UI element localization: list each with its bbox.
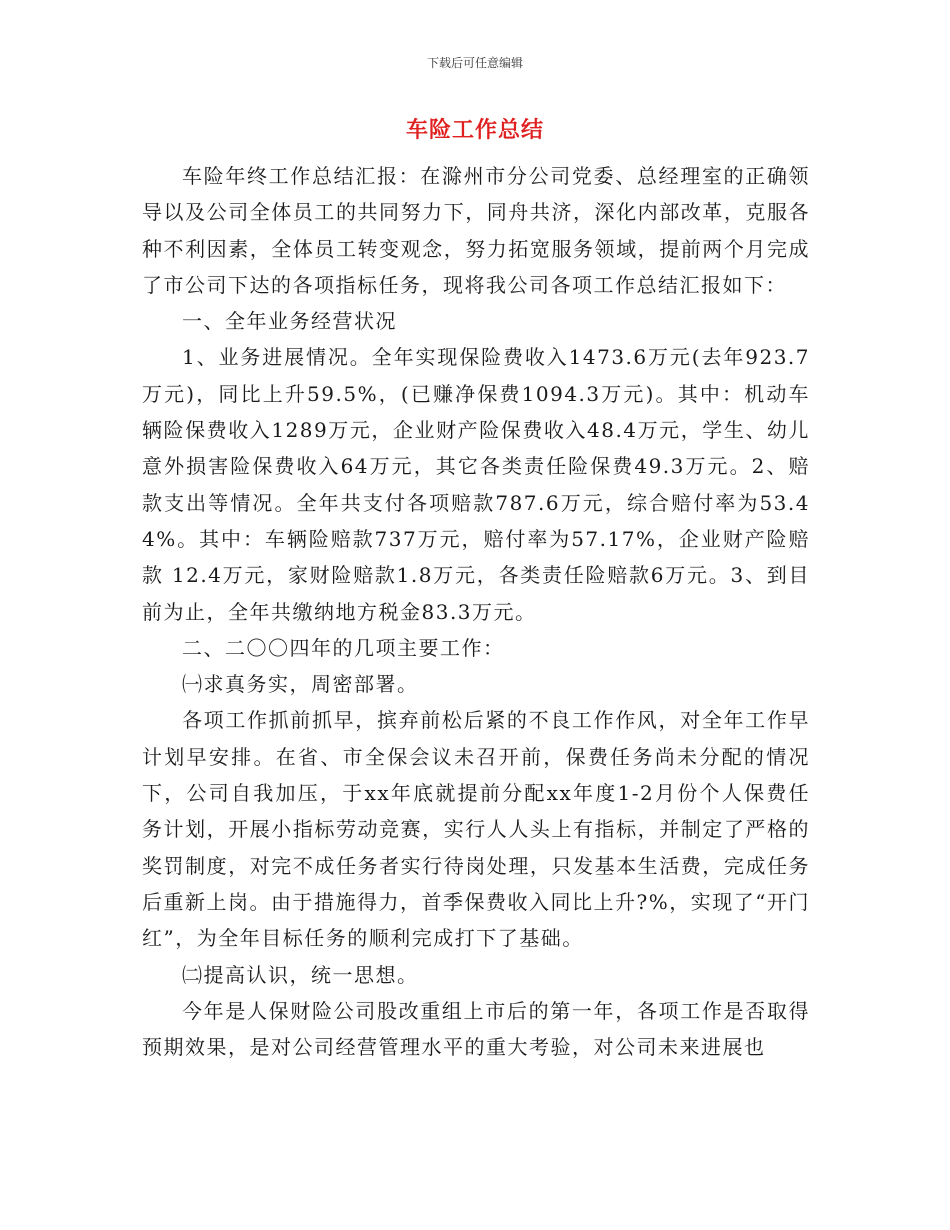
subsection-heading-1: ㈠求真务实，周密部署。 [182,672,419,697]
paragraph-awareness: 今年是人保财险公司股改重组上市后的第一年，各项工作是否取得预期效果，是对公司经营管理水平的重大考验，对公司未来进展也 [142,998,810,1060]
paragraph-business-status: 1、业务进展情况。全年实现保险费收入1473.6万元(去年923.7万元)，同比上升59.5%，(已赚净保费1094.3万元)。其中：机动车辆险保费收入1289万元，企业财产险保费收入48.4万元，学生、幼儿意外损害险保费收入64万元，其它各类责任险保费49.3万元。2、赔款支出等情况。全年共支付各项赔款787.6万元，综合赔付率为53.44%。其中：车辆险赔款737万元，赔付率为57.17%，企业财产险赔款 12.4万元，家财险赔款1.8万元，各类责任险赔款6万元。3、到目前为止，全年共缴纳地方税金83.3万元。 [142,345,810,624]
document-title: 车险工作总结 [405,118,544,143]
section-heading-2: 二、二〇〇四年的几项主要工作： [182,635,505,660]
paragraph-intro: 车险年终工作总结汇报：在滁州市分公司党委、总经理室的正确领导以及公司全体员工的共同努力下，同舟共济，深化内部改革，克服各种不利因素，全体员工转变观念，努力拓宽服务领域，提前两个月完成了市公司下达的各项指标任务，现将我公司各项工作总结汇报如下： [142,164,810,297]
page-header-note: 下载后可任意编辑 [426,56,523,70]
section-heading-1: 一、全年业务经营状况 [182,309,397,334]
document-body [142,158,810,1065]
paragraph-planning: 各项工作抓前抓早，摈弃前松后紧的不良工作作风，对全年工作早计划早安排。在省、市全保会议未召开前，保费任务尚未分配的情况下，公司自我加压，于xx年底就提前分配xx年度1-2月份个人保费任务计划，开展小指标劳动竞赛，实行人人头上有指标，并制定了严格的奖罚制度，对完不成任务者实行待岗处理，只发基本生活费，完成任务后重新上岗。由于措施得力，首季保费收入同比上升?%，实现了“开门红”，为全年目标任务的顺利完成打下了基础。 [142,708,810,951]
subsection-heading-2: ㈡提高认识，统一思想。 [182,962,419,987]
